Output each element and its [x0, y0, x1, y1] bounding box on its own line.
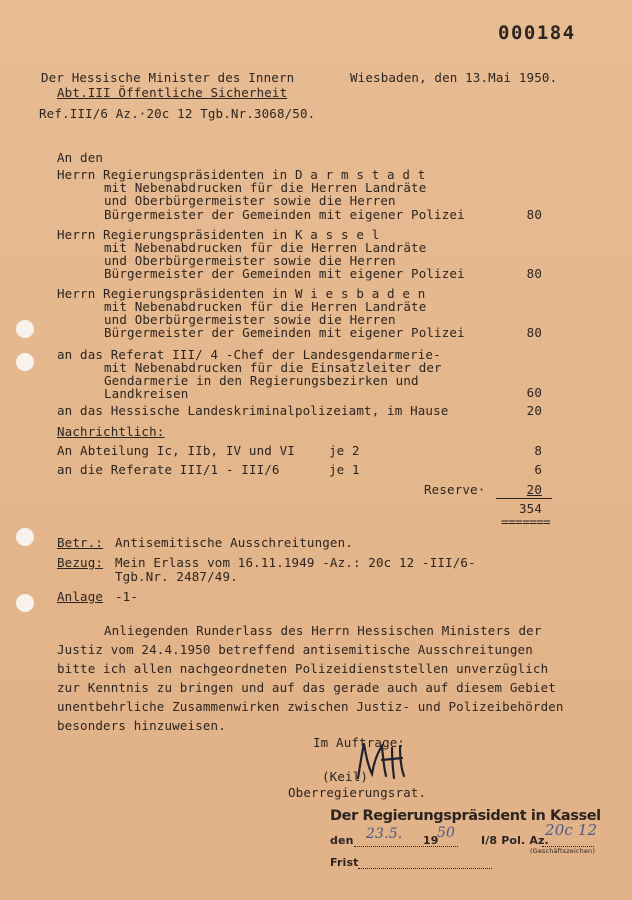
stamp-date-handwritten: 23.5.	[366, 826, 403, 842]
cc-each: je 1	[329, 462, 360, 477]
recipient-line: mit Nebenabdrucken für die Herren Landräte	[104, 299, 427, 314]
recipient-line: und Oberbürgermeister sowie die Herren	[104, 253, 396, 268]
recipient-count: 60	[526, 385, 542, 400]
recipient-count: 20	[526, 403, 542, 418]
cc-line: An Abteilung Ic, IIb, IV und VI	[57, 443, 295, 458]
recipient-line: und Oberbürgermeister sowie die Herren	[104, 193, 396, 208]
recipient-line: mit Nebenabdrucken für die Herren Landräte	[104, 180, 427, 195]
subject-label: Betr.:	[57, 535, 104, 550]
body-line: bitte ich allen nachgeordneten Polizeidienststellen unverzüglich	[57, 661, 549, 676]
stamp-az-handwritten: 20c 12	[545, 821, 598, 839]
recipient-count: 80	[526, 207, 542, 222]
reference-number: Ref.III/6 Az.·20c 12 Tgb.Nr.3068/50.	[39, 106, 316, 121]
attachment-label: Anlage	[57, 589, 104, 604]
cc-each: je 2	[329, 443, 360, 458]
recipient-line: an das Hessische Landeskriminalpolizeiamt, im Hause	[57, 403, 449, 418]
recipient-line: mit Nebenabdrucken für die Herren Landräte	[104, 240, 427, 255]
body-line: Justiz vom 24.4.1950 betreffend antisemitische Ausschreitungen	[57, 642, 533, 657]
recipient-line: Herrn Regierungspräsidenten in W i e s b a d e n	[57, 286, 426, 301]
stamp-year-prefix: 19	[423, 834, 439, 847]
total-count: 354	[518, 501, 542, 516]
body-line: Anliegenden Runderlass des Herrn Hessischen Ministers der	[104, 623, 542, 638]
punch-hole-middle	[16, 353, 34, 371]
recipient-count: 80	[526, 325, 542, 340]
body-line: zur Kenntnis zu bringen und auf das gerade auch auf diesem Gebiet	[57, 680, 556, 695]
punch-hole-lower	[16, 528, 34, 546]
distribution-intro: An den	[57, 150, 104, 165]
recipient-line: Herrn Regierungspräsidenten in K a s s e l	[57, 227, 380, 242]
punch-hole-top	[16, 320, 34, 338]
attachment-count: -1-	[115, 589, 139, 604]
stamp-office: I/8 Pol. Az.	[481, 834, 549, 847]
recipient-count: 80	[526, 266, 542, 281]
recipient-line: mit Nebenabdrucken für die Einsatzleiter der	[104, 360, 442, 375]
reference-text-2: Tgb.Nr. 2487/49.	[115, 569, 238, 584]
stamp-year-handwritten: 50	[437, 825, 456, 841]
sender-department: Abt.III Öffentliche Sicherheit	[57, 85, 288, 100]
stamp-frist-line	[358, 868, 492, 869]
stamp-den-label: den	[330, 834, 354, 847]
recipient-line: Landkreisen	[104, 386, 189, 401]
stamp-title: Der Regierungspräsident in Kassel	[330, 808, 601, 824]
recipient-line: Bürgermeister der Gemeinden mit eigener Polizei	[104, 325, 465, 340]
cc-count: 6	[534, 462, 542, 477]
document-number: 000184	[498, 22, 576, 44]
signature-authority: Im Auftrage:	[313, 735, 406, 750]
sum-rule	[496, 498, 552, 499]
cc-label: Nachrichtlich:	[57, 424, 165, 439]
reference-label: Bezug:	[57, 555, 104, 570]
body-line: besonders hinzuweisen.	[57, 718, 226, 733]
reserve-count: 20	[526, 482, 542, 497]
cc-count: 8	[534, 443, 542, 458]
body-line: unentbehrliche Zusammenwirken zwischen Justiz- und Polizeibehörden	[57, 699, 564, 714]
recipient-line: an das Referat III/ 4 -Chef der Landesgendarmerie-	[57, 347, 441, 362]
recipient-line: Bürgermeister der Gemeinden mit eigener Polizei	[104, 266, 465, 281]
recipient-line: Herrn Regierungspräsidenten in D a r m s t a d t	[57, 167, 426, 182]
total-double-rule: =======	[501, 514, 551, 529]
recipient-line: Gendarmerie in den Regierungsbezirken und	[104, 373, 419, 388]
punch-hole-bottom	[16, 594, 34, 612]
subject-text: Antisemitische Ausschreitungen.	[115, 535, 353, 550]
place-date: Wiesbaden, den 13.Mai 1950.	[350, 70, 558, 85]
signatory-title: Oberregierungsrat.	[288, 785, 427, 800]
stamp-geschaeftszeichen: (Geschäftszeichen)	[530, 847, 596, 855]
recipient-line: Bürgermeister der Gemeinden mit eigener Polizei	[104, 207, 465, 222]
recipient-line: und Oberbürgermeister sowie die Herren	[104, 312, 396, 327]
stamp-frist-label: Frist	[330, 856, 359, 869]
sender-ministry: Der Hessische Minister des Innern	[41, 70, 295, 85]
cc-line: an die Referate III/1 - III/6	[57, 462, 280, 477]
reserve-label: Reserve·	[424, 482, 486, 497]
reference-text: Mein Erlass vom 16.11.1949 -Az.: 20c 12 -III/6-	[115, 555, 476, 570]
signatory-name: (Keil)	[322, 769, 369, 784]
stamp-date-line	[354, 846, 458, 847]
